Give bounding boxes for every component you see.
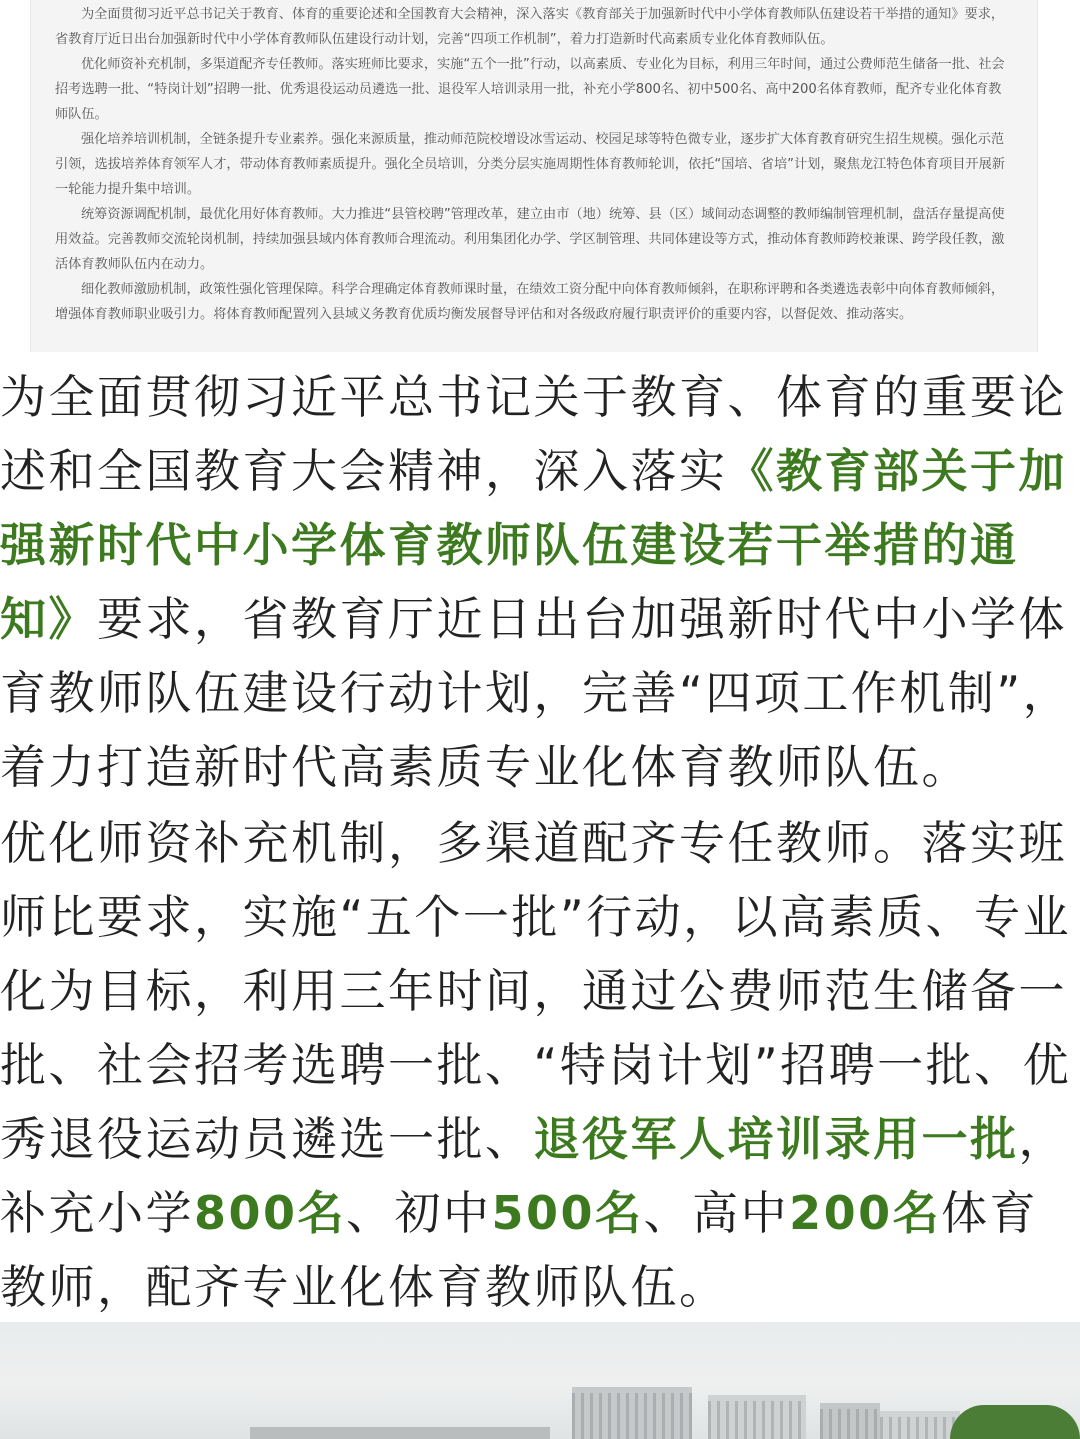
photo-building <box>708 1395 806 1439</box>
junior-count-highlight: 500名 <box>491 1186 644 1240</box>
supplement-text-senior: 、高中 <box>643 1186 790 1240</box>
notice-title-highlight: 《教育部关于加强新时代中小学体育教师队伍建设若干举措的通知》 <box>0 444 1067 646</box>
photo-roofline <box>250 1427 550 1439</box>
intro-text-start: 为全面贯彻习近平总书记关于教育、体育的重要论述和全国教育大会精神，深入落实 <box>0 370 1067 498</box>
doc-paragraph-supplement: 优化师资补充机制，多渠道配齐专任教师。落实班师比要求，实施“五个一批”行动，以高素质、专业化为目标，利用三年时间，通过公费师范生储备一批、社会招考选聘一批、“特岗计划”招聘一批、优秀退役运动员遴选一批、退役军人培训录用一批，补充小学800名、初中500名、高中200名体育教师，配齐专业化体育教师队伍。 <box>55 57 1005 122</box>
veterans-highlight: 退役军人培训录用一批 <box>533 1112 1019 1166</box>
supplement-text-junior: 、初中 <box>346 1186 492 1240</box>
doc-paragraph-allocation: 统筹资源调配机制，最优化用好体育教师。大力推进“县管校聘”管理改革，建立由市（地）统筹、县（区）域间动态调整的教师编制管理机制，盘活存量提高使用效益。完善教师交流轮岗机制，持续加强县域内体育教师合理流动。利用集团化办学、学区制管理、共同体建设等方式，推动体育教师跨校兼课、跨学段任教，激活体育教师队伍内在动力。 <box>55 207 1005 272</box>
campus-photo <box>0 1322 1080 1439</box>
intro-text-end: 要求，省教育厅近日出台加强新时代中小学体育教师队伍建设行动计划，完善“四项工作机制”，着力打造新时代高素质专业化体育教师队伍。 <box>0 592 1072 794</box>
primary-count-highlight: 800名 <box>194 1186 347 1240</box>
article-paragraph-intro <box>0 360 1080 804</box>
photo-building <box>572 1387 692 1439</box>
photo-trees <box>950 1405 1080 1439</box>
doc-paragraph-intro: 为全面贯彻习近平总书记关于教育、体育的重要论述和全国教育大会精神，深入落实《教育部关于加强新时代中小学体育教师队伍建设若干举措的通知》要求，省教育厅近日出台加强新时代中小学体育教师队伍建设行动计划，完善“四项工作机制”，着力打造新时代高素质专业化体育教师队伍。 <box>55 7 1005 47</box>
photo-building <box>820 1403 880 1439</box>
article-body <box>0 360 1080 1324</box>
document-screenshot <box>30 0 1038 352</box>
supplement-text-start: 优化师资补充机制，多渠道配齐专任教师。落实班师比要求，实施“五个一批”行动，以高素质、专业化为目标，利用三年时间，通过公费师范生储备一批、社会招考选聘一批、“特岗计划”招聘一批、优秀退役运动员遴选一批、 <box>0 816 1072 1166</box>
doc-paragraph-incentive: 细化教师激励机制，政策性强化管理保障。科学合理确定体育教师课时量，在绩效工资分配中向体育教师倾斜，在职称评聘和各类遴选表彰中向体育教师倾斜，增强体育教师职业吸引力。将体育教师配置列入县域义务教育优质均衡发展督导评估和对各级政府履行职责评价的重要内容，以督促效、推动落实。 <box>55 282 1005 322</box>
supplement-text-end: 体育教师，配齐专业化体育教师队伍。 <box>0 1186 1039 1314</box>
doc-paragraph-training: 强化培养培训机制，全链条提升专业素养。强化来源质量，推动师范院校增设冰雪运动、校园足球等特色微专业，逐步扩大体育教育研究生招生规模。强化示范引领，选拔培养体育领军人才，带动体育教师素质提升。强化全员培训，分类分层实施周期性体育教师轮训，依托“国培、省培”计划，聚焦龙江特色体育项目开展新一轮能力提升集中培训。 <box>55 132 1005 197</box>
article-paragraph-supplement <box>0 806 1080 1324</box>
supplement-text-primary: ，补充小学 <box>0 1112 1067 1240</box>
photo-building <box>880 1411 960 1439</box>
senior-count-highlight: 200名 <box>789 1186 942 1240</box>
